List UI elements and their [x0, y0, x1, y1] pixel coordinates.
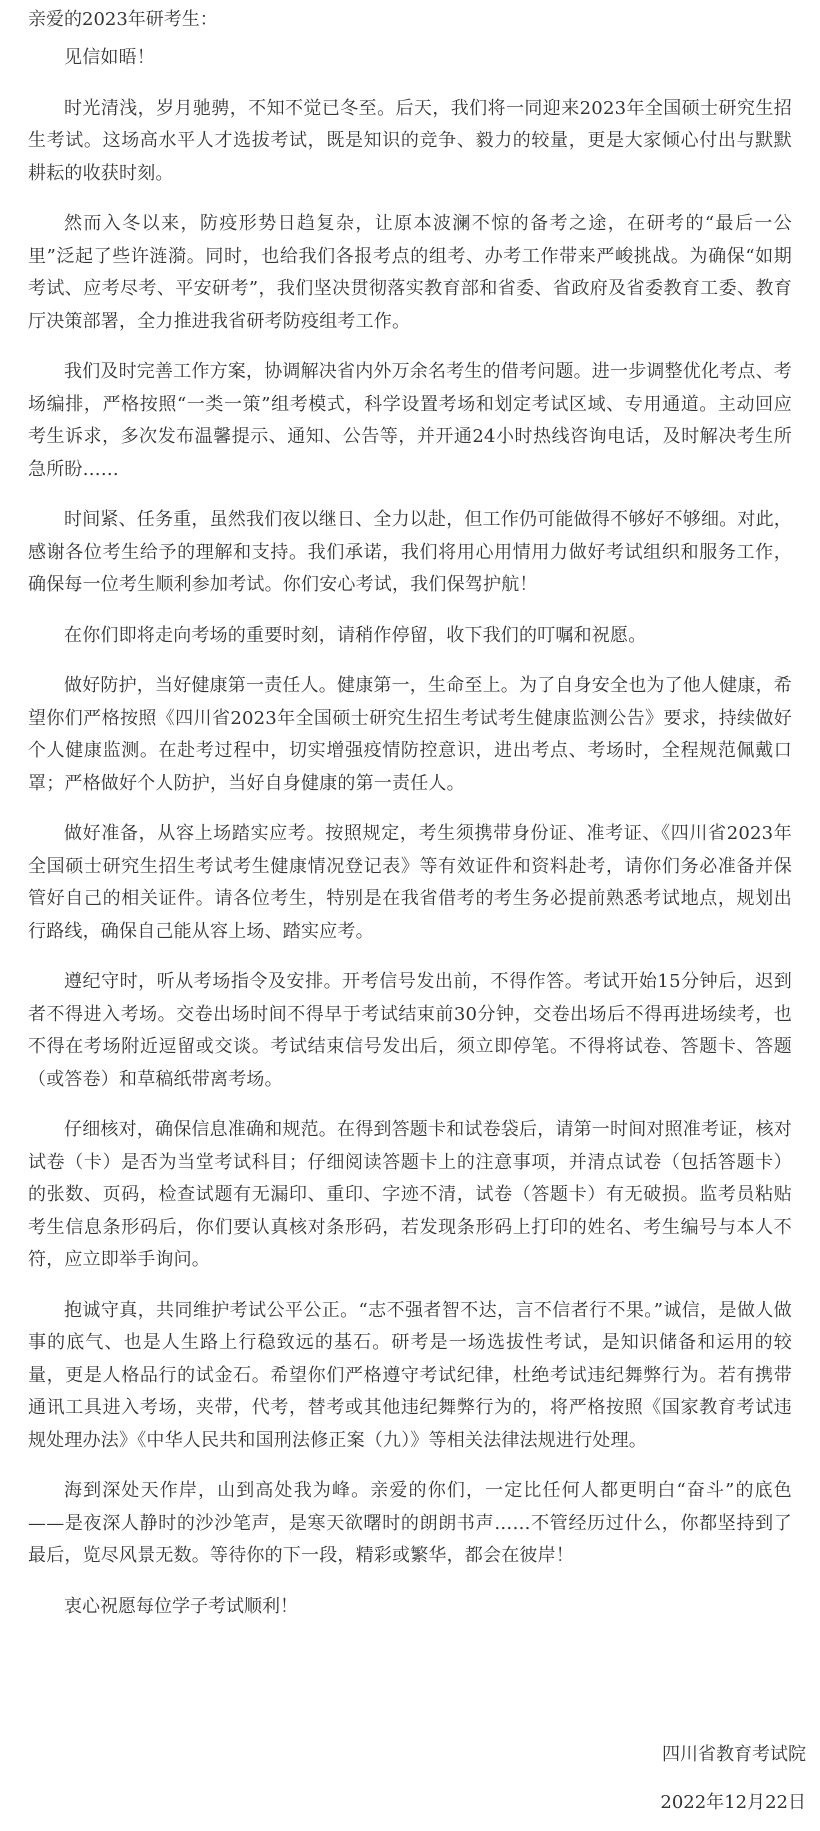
body-paragraph: 在你们即将走向考场的重要时刻，请稍作停留，收下我们的叮嘱和祝愿。	[64, 624, 647, 646]
closing-wish: 衷心祝愿每位学子考试顺利！	[64, 1595, 298, 1617]
body-paragraph: 时间紧、任务重，虽然我们夜以继日、全力以赴，但工作仍可能做得不够好不够细。对此，感谢各位考生给予的理解和支持。我们承诺，我们将用心用情用力做好考试组织和服务工作，确保每一位考生顺利参加考试。你们安心考试，我们保驾护航！	[28, 509, 792, 595]
body-paragraph: 抱诚守真，共同维护考试公平公正。“志不强者智不达，言不信者行不果。”诚信，是做人做事的底气、也是人生路上行稳致远的基石。研考是一场选拔性考试，是知识储备和运用的较量，更是人格品行的试金石。希望你们严格遵守考试纪律，杜绝考试违纪舞弊行为。若有携带通讯工具进入考场，夹带，代考，替考或其他违纪舞弊行为的，将严格按照《国家教育考试违规处理办法》《中华人民共和国刑法修正案（九）》等相关法律法规进行处理。	[28, 1299, 792, 1451]
body-paragraph: 然而入冬以来，防疫形势日趋复杂，让原本波澜不惊的备考之途，在研考的“最后一公里”泛起了些许涟漪。同时，也给我们各报考点的组考、办考工作带来严峻挑战。为确保“如期考试、应考尽考、平安研考”，我们坚决贯彻落实教育部和省委、省政府及省委教育工委、教育厅决策部署，全力推进我省研考防疫组考工作。	[28, 213, 792, 332]
body-paragraph: 做好防护，当好健康第一责任人。健康第一，生命至上。为了自身安全也为了他人健康，希望你们严格按照《四川省2023年全国硕士研究生招生考试考生健康监测公告》要求，持续做好个人健康监测。在赴考过程中，切实增强疫情防控意识，进出考点、考场时，全程规范佩戴口罩；严格做好个人防护，当好自身健康的第一责任人。	[28, 675, 792, 794]
body-paragraph: 仔细核对，确保信息准确和规范。在得到答题卡和试卷袋后，请第一时间对照准考证，核对试卷（卡）是否为当堂考试科目；仔细阅读答题卡上的注意事项，并清点试卷（包括答题卡）的张数、页码，检查试题有无漏印、重印、字迹不清，试卷（答题卡）有无破损。监考员粘贴考生信息条形码后，你们要认真核对条形码，若发现条形码上打印的姓名、考生编号与本人不符，应立即举手询问。	[28, 1119, 792, 1270]
body-paragraph: 海到深处天作岸，山到高处我为峰。亲爱的你们，一定比任何人都更明白“奋斗”的底色——是夜深人静时的沙沙笔声，是寒天欲曙时的朗朗书声……不管经历过什么，你都坚持到了最后，览尽风景无数。等待你的下一段，精彩或繁华，都会在彼岸！	[28, 1480, 792, 1566]
body-paragraph: 时光清浅，岁月驰骋，不知不觉已冬至。后天，我们将一同迎来2023年全国硕士研究生招生考试。这场高水平人才选拔考试，既是知识的竞争、毅力的较量，更是大家倾心付出与默默耕耘的收获时刻。	[28, 97, 792, 184]
salutation: 亲爱的2023年研考生：	[28, 9, 218, 30]
body-paragraph: 我们及时完善工作方案，协调解决省内外万余名考生的借考问题。进一步调整优化考点、考场编排，严格按照“一类一策”组考模式，科学设置考场和划定考试区域、专用通道。主动回应考生诉求，多次发布温馨提示、通知、公告等，并开通24小时热线咨询电话，及时解决考生所急所盼……	[28, 361, 792, 480]
letter-body	[28, 4, 792, 1623]
body-paragraph: 遵纪守时，听从考场指令及安排。开考信号发出前，不得作答。考试开始15分钟后，迟到者不得进入考场。交卷出场时间不得早于考试结束前30分钟，交卷出场后不得再进场续考，也不得在考场附近逗留或交谈。考试结束信号发出后，须立即停笔。不得将试卷、答题卡、答题（或答卷）和草稿纸带离考场。	[28, 971, 792, 1090]
date: 2022年12月22日	[660, 1792, 806, 1813]
signature: 四川省教育考试院	[662, 1744, 806, 1765]
greeting-paragraph: 见信如晤！	[64, 47, 155, 68]
body-paragraph: 做好准备，从容上场踏实应考。按照规定，考生须携带身份证、准考证、《四川省2023年全国硕士研究生招生考试考生健康情况登记表》等有效证件和资料赴考，请你们务必准备并保管好自己的相关证件。请各位考生，特别是在我省借考的考生务必提前熟悉考试地点，规划出行路线，确保自己能从容上场、踏实应考。	[28, 823, 792, 942]
